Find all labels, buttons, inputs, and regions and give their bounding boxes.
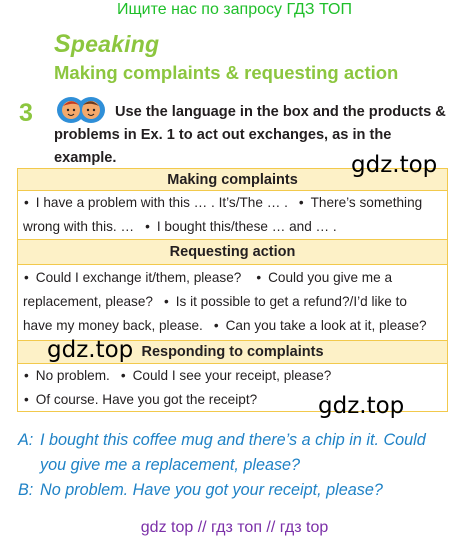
section-title	[54, 30, 159, 59]
phrase-line: wrong with this. … • I bought this/these … and … .	[23, 219, 337, 234]
box-heading-requesting-action: Requesting action	[18, 240, 447, 265]
phrase: Could I see your receipt, please?	[132, 368, 332, 383]
phrase: I have a problem with this … . It’s/The … .	[35, 195, 288, 210]
phrase-line: • Of course. Have you got the receipt?	[24, 392, 258, 407]
phrase: Can you take a look at it, please?	[225, 318, 427, 333]
phrase: wrong with this. …	[23, 219, 135, 234]
exercise-number: 3	[19, 99, 33, 127]
phrase: Is it possible to get a refund?/I’d like to	[175, 294, 407, 309]
dialogue-a-line-2: you give me a replacement, please?	[40, 456, 301, 474]
dialogue-b	[18, 478, 383, 503]
phrase: Could you give me a	[268, 270, 393, 285]
phrase-line: replacement, please? • Is it possible to get a refund?/I’d like to	[23, 294, 407, 309]
title-rest: peaking	[70, 31, 160, 57]
box-heading-responding-to-complaints: Responding to complaints	[18, 341, 447, 364]
phrase-line: have my money back, please. • Can you take a look at it, please?	[23, 318, 427, 333]
section-subtitle: Making complaints & requesting action	[54, 62, 399, 83]
phrase: have my money back, please.	[23, 318, 203, 333]
phrase-line: • No problem. • Could I see your receipt, please?	[24, 368, 332, 383]
phrase-line: • I have a problem with this … . It’s/The … . • There’s something	[24, 195, 423, 210]
phrase: There’s something	[310, 195, 423, 210]
language-box	[17, 168, 448, 412]
title-initial: S	[54, 30, 71, 58]
dialogue-a-line-1: I bought this coffee mug and there’s a chip in it. Could	[40, 431, 426, 449]
phrase: No problem.	[35, 368, 110, 383]
gdz-watermark: gdz.top	[318, 393, 405, 419]
box-heading-making-complaints: Making complaints	[18, 169, 447, 191]
gdz-watermark: gdz.top	[351, 152, 438, 178]
instruction-line-2: problems in Ex. 1 to act out exchanges, as in the example.	[54, 127, 392, 166]
instruction-line-1: Use the language in the box and the products &	[115, 104, 446, 120]
phrase: I bought this/these … and … .	[156, 219, 337, 234]
dialogue-a	[18, 428, 426, 478]
speaker-b-label: B:	[18, 481, 34, 499]
box-section-making-complaints	[18, 191, 447, 240]
top-watermark: Ищите нас по запросу ГДЗ ТОП	[117, 1, 352, 18]
phrase: replacement, please?	[23, 294, 153, 309]
speaker-a-label: A:	[18, 431, 34, 449]
phrase-line: • Could I exchange it/them, please? • Could you give me a	[24, 270, 393, 285]
box-section-requesting-action	[18, 265, 447, 341]
phrase: Could I exchange it/them, please?	[35, 270, 242, 285]
bottom-watermark: gdz top // гдз топ // гдз top	[140, 519, 329, 536]
phrase: Of course. Have you got the receipt?	[35, 392, 258, 407]
gdz-watermark: gdz.top	[47, 337, 134, 363]
dialogue-b-line-1: No problem. Have you got your receipt, please?	[40, 481, 383, 499]
